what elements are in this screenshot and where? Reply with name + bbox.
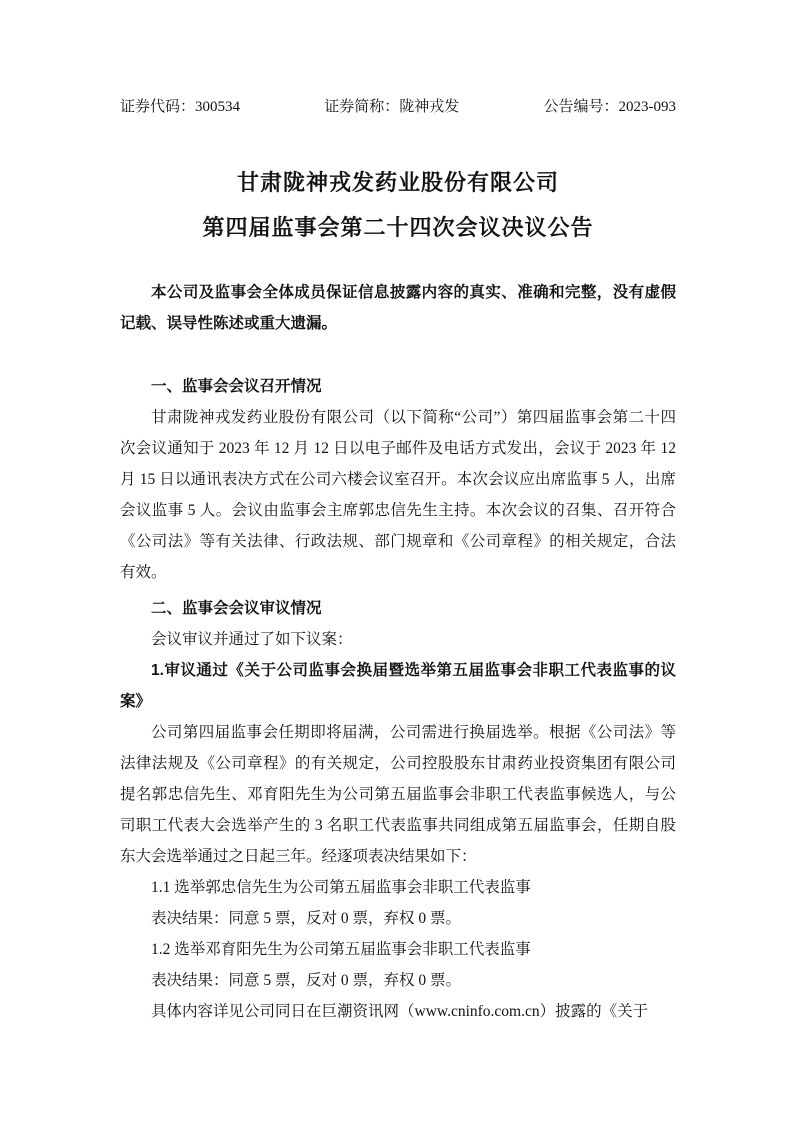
detail-reference-line: 具体内容详见公司同日在巨潮资讯网（www.cninfo.com.cn）披露的《关于 (151, 1003, 649, 1020)
vote-result-1-2: 表决结果：同意 5 票，反对 0 票，弃权 0 票。 (151, 972, 462, 989)
stock-short-name: 证券简称：陇神戎发 (324, 99, 460, 115)
section1-paragraph: 甘肃陇神戎发药业股份有限公司（以下简称“公司”）第四届监事会第二十四次会议通知于 2023 年 12 月 12 日以电子邮件及电话方式发出，会议于 2023 年 12 月 15 日以通讯表决方式在公司六楼会议室召开。本次会议应出席监事 5 人，出席会议监事 5 人。会议由监事会主席郭忠信先生主持。本次会议的召集、召开符合《公司法》等有关法律、行政法规、部门规章和《公司章程》的相关规定，合法有效。 (120, 409, 676, 581)
document-header (120, 96, 676, 118)
vote-item-1-1: 1.1 选举郭忠信先生为公司第五届监事会非职工代表监事 (151, 879, 531, 896)
vote-result-1-1: 表决结果：同意 5 票，反对 0 票，弃权 0 票。 (151, 910, 462, 927)
section2-heading: 二、监事会会议审议情况 (151, 600, 322, 617)
section1-heading: 一、监事会会议召开情况 (151, 378, 322, 395)
disclosure-statement: 本公司及监事会全体成员保证信息披露内容的真实、准确和完整，没有虚假记载、误导性陈述或重大遗漏。 (120, 284, 676, 332)
document-title-line2: 第四届监事会第二十四次会议决议公告 (202, 215, 594, 240)
section2-intro: 会议审议并通过了如下议案： (151, 631, 353, 648)
vote-item-1-2: 1.2 选举邓育阳先生为公司第五届监事会非职工代表监事 (151, 941, 531, 958)
document-title (120, 160, 676, 250)
document-title-line1: 甘肃陇神戎发药业股份有限公司 (236, 170, 559, 195)
proposal-1-paragraph: 公司第四届监事会任期即将届满，公司需进行换届选举。根据《公司法》等法律法规及《公司章程》的有关规定，公司控股股东甘肃药业投资集团有限公司提名郭忠信先生、邓育阳先生为公司第五届监事会非职工代表监事候选人，与公司职工代表大会选举产生的 3 名职工代表监事共同组成第五届监事会，任期自股东大会选举通过之日起三年。经逐项表决结果如下： (120, 724, 676, 865)
proposal-1-heading: 1.审议通过《关于公司监事会换届暨选举第五届监事会非职工代表监事的议案》 (120, 662, 676, 710)
announcement-number: 公告编号：2023-093 (543, 99, 676, 115)
stock-code: 证券代码：300534 (120, 99, 241, 115)
